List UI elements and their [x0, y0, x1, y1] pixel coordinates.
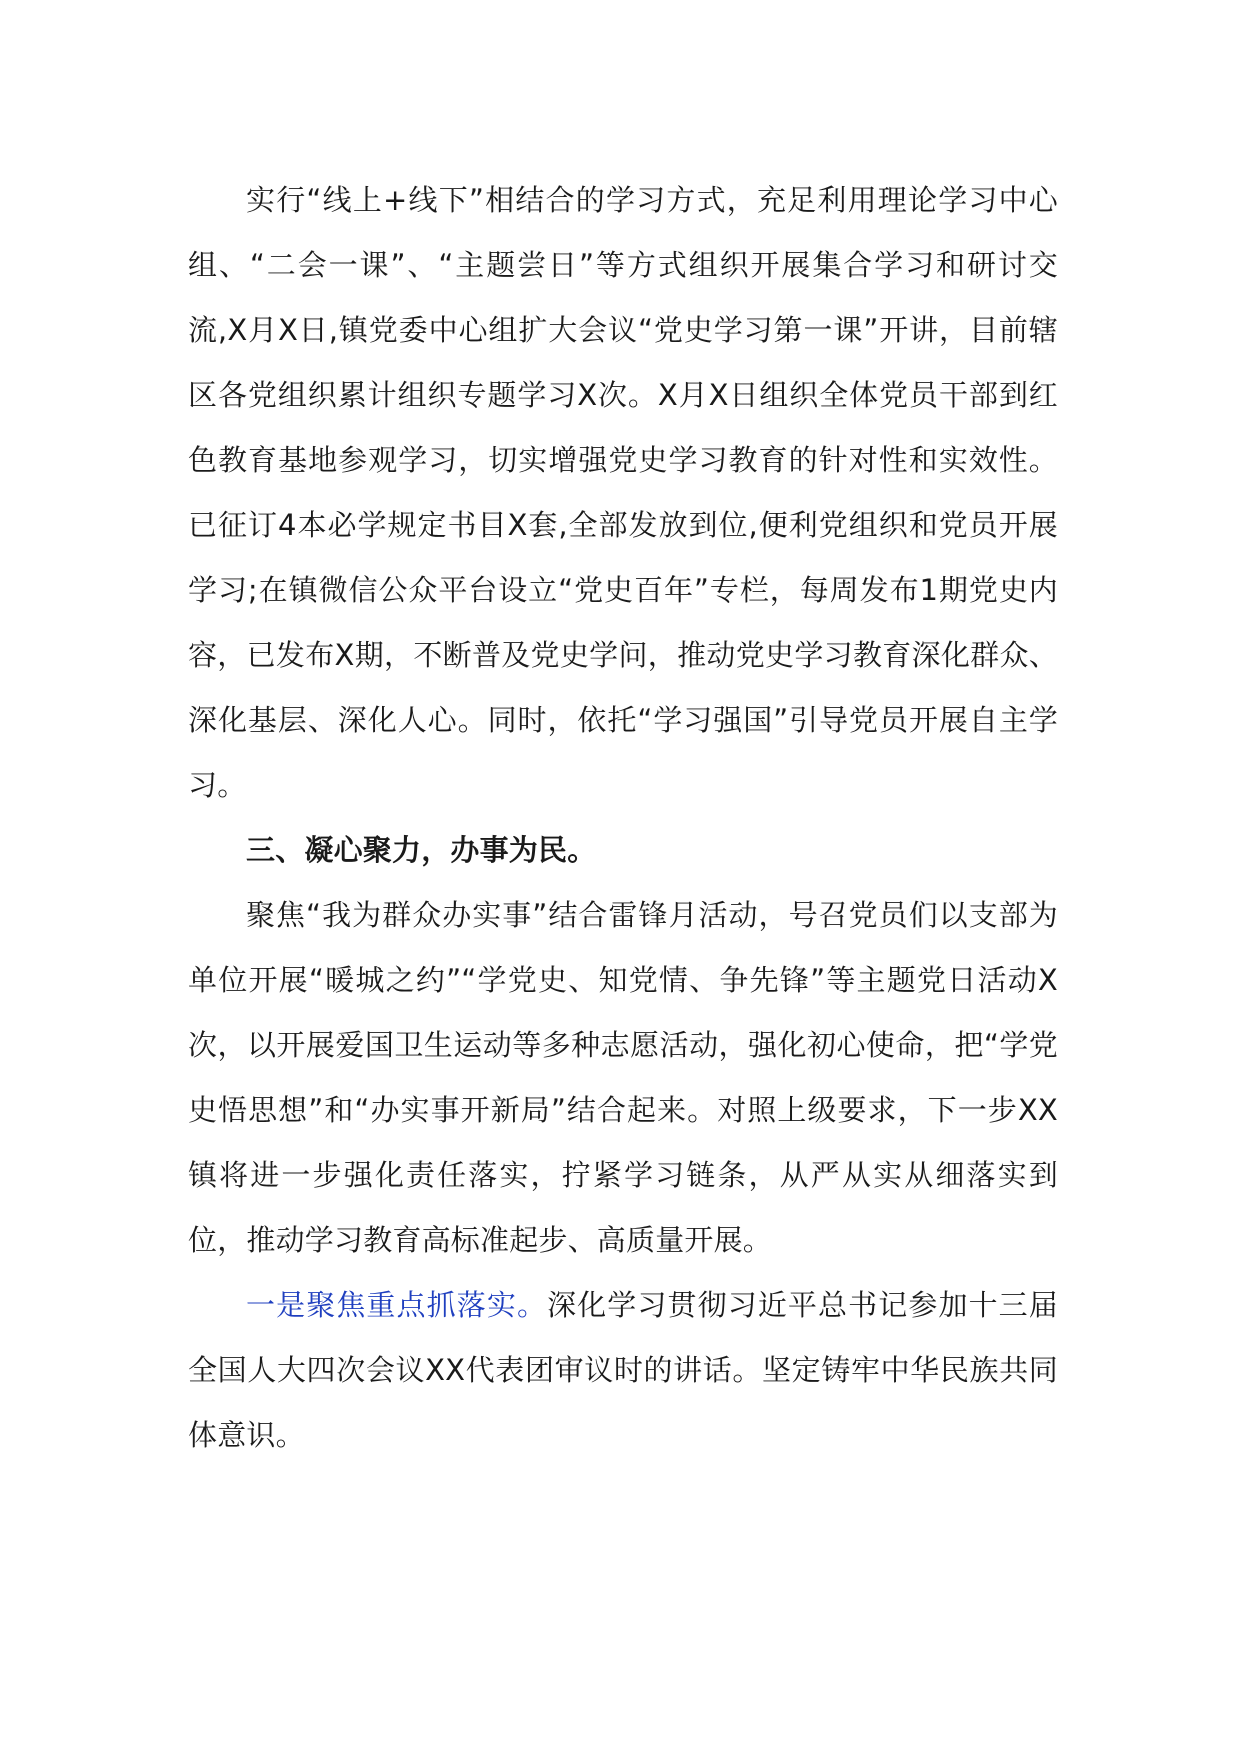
paragraph-serve-people [188, 883, 1058, 1273]
paragraph-focus-key-points-text: 深化学习贯彻习近平总书记参加十三届全国人大四次会议XX代表团审议时的讲话。坚定铸牢中华民族共同体意识。 [188, 1288, 1058, 1452]
document-body [188, 168, 1058, 1468]
paragraph-lead-highlight: 一是聚焦重点抓落实。 [246, 1288, 548, 1322]
section-heading-three: 三、凝心聚力，办事为民。 [246, 833, 597, 867]
paragraph-serve-people-text: 聚焦“我为群众办实事”结合雷锋月活动，号召党员们以支部为单位开展“暖城之约”“学党史、知党情、争先锋”等主题党日活动X次，以开展爱国卫生运动等多种志愿活动，强化初心使命，把“学党史悟思想”和“办实事开新局”结合起来。对照上级要求，下一步XX镇将进一步强化责任落实，拧紧学习链条，从严从实从细落实到位，推动学习教育高标准起步、高质量开展。 [188, 898, 1058, 1257]
paragraph-focus-key-points [188, 1273, 1058, 1468]
paragraph-study-methods: 实行“线上+线下”相结合的学习方式，充足利用理论学习中心组、“二会一课”、“主题尝日”等方式组织开展集合学习和研讨交流,X月X日,镇党委中心组扩大会议“党史学习第一课”开讲，目前辖区各党组织累计组织专题学习X次。X月X日组织全体党员干部到红色教育基地参观学习，切实增强党史学习教育的针对性和实效性。已征订4本必学规定书目X套,全部发放到位,便利党组织和党员开展学习;在镇微信公众平台设立“党史百年”专栏，每周发布1期党史内容，已发布X期，不断普及党史学问，推动党史学习教育深化群众、深化基层、深化人心。同时，依托“学习强国”引导党员开展自主学习。 [188, 183, 1058, 802]
